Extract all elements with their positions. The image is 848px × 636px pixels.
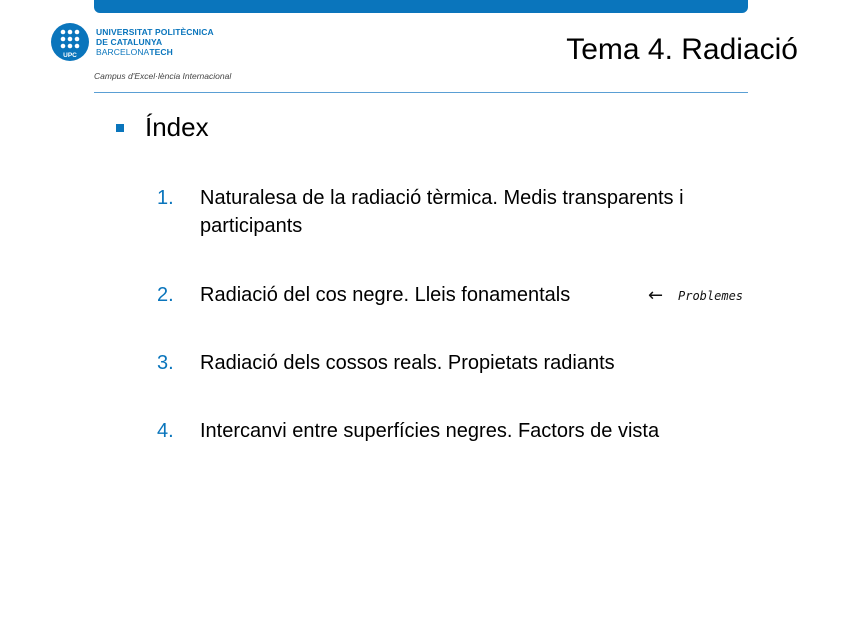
university-line-1: UNIVERSITAT POLITÈCNICA: [96, 27, 214, 37]
top-accent-bar: [94, 0, 748, 13]
list-item-text: Radiació dels cossos reals. Propietats radiants: [200, 352, 615, 374]
upc-logo-icon: [50, 22, 90, 62]
list-item-number: 1.: [157, 187, 174, 209]
list-item-text: Radiació del cos negre. Lleis fonamentals: [200, 284, 571, 306]
list-item-text: Intercanvi entre superfícies negres. Factors de vista: [200, 420, 660, 442]
university-line-3a: BARCELONA: [96, 47, 150, 57]
handwritten-annotation: [648, 284, 768, 308]
index-heading: Índex: [145, 112, 209, 142]
annotation-arrow-icon: ←: [648, 285, 664, 306]
university-line-3: [96, 47, 214, 57]
list-item-number: 3.: [157, 352, 174, 374]
university-line-2: DE CATALUNYA: [96, 37, 163, 47]
campus-tagline: Campus d'Excel·lència Internacional: [94, 71, 232, 81]
logo-mark: UPC: [63, 52, 77, 59]
university-line-3b: TECH: [149, 47, 173, 57]
square-bullet-icon: [116, 124, 124, 132]
slide-title: Tema 4. Radiació: [566, 33, 798, 66]
list-item-number: 4.: [157, 420, 174, 442]
list-item-text: Naturalesa de la radiació tèrmica. Medis transparents i participants: [200, 187, 684, 237]
header-divider: [94, 92, 748, 93]
annotation-text: Problemes: [678, 289, 744, 303]
list-item-number: 2.: [157, 284, 174, 306]
university-name: [96, 27, 214, 57]
